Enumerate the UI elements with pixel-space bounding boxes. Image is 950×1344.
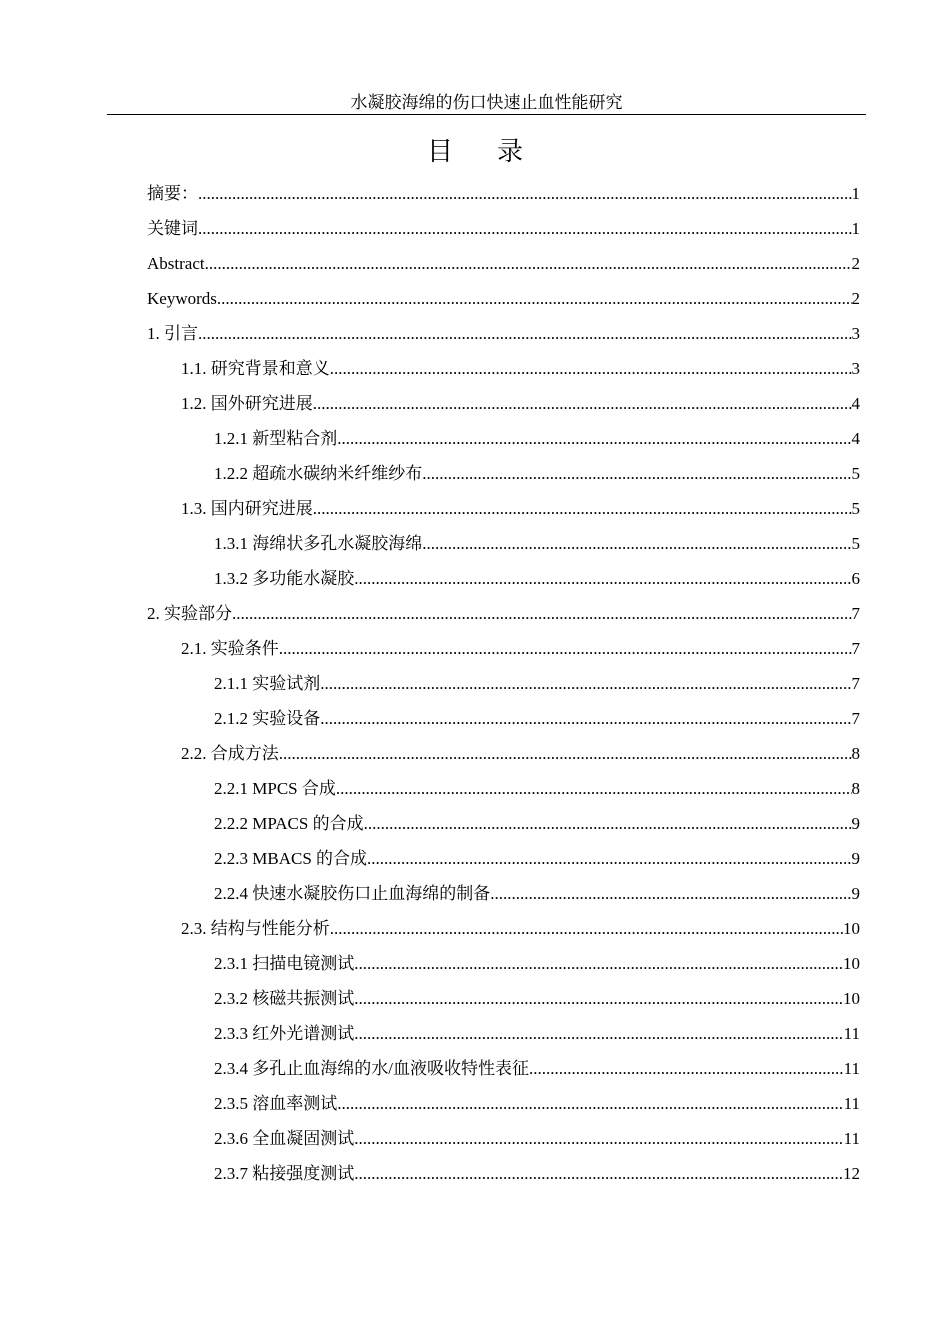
toc-entry-text: 1.3. 国内研究进展 xyxy=(181,499,313,518)
toc-entry-page: 7 xyxy=(851,604,860,623)
toc-entry[interactable] xyxy=(147,561,860,596)
dot-leader xyxy=(529,1051,844,1086)
toc-entry-text: 2.2.1 MPCS 合成 xyxy=(214,779,336,798)
toc-entry[interactable] xyxy=(147,666,860,701)
dot-leader xyxy=(232,596,852,631)
dot-leader xyxy=(422,526,851,561)
toc-entry-page: 11 xyxy=(843,1059,860,1078)
toc-entry-text: 2.1. 实验条件 xyxy=(181,639,279,658)
toc-entry-page: 11 xyxy=(843,1024,860,1043)
dot-leader xyxy=(217,281,852,316)
toc-entry[interactable] xyxy=(147,736,860,771)
toc-entry-page: 9 xyxy=(851,884,860,903)
toc-entry-page: 5 xyxy=(851,534,860,553)
toc-entry-page: 10 xyxy=(843,954,860,973)
toc-entry[interactable] xyxy=(147,491,860,526)
toc-entry-page: 11 xyxy=(843,1129,860,1148)
toc-entry[interactable] xyxy=(147,1051,860,1086)
toc-entry-page: 3 xyxy=(851,359,860,378)
toc-entry[interactable] xyxy=(147,1016,860,1051)
dot-leader xyxy=(320,701,851,736)
dot-leader xyxy=(198,176,852,211)
dot-leader xyxy=(354,1121,843,1156)
dot-leader xyxy=(364,806,852,841)
toc-entry-page: 7 xyxy=(851,639,860,658)
toc-entry-page: 12 xyxy=(843,1164,860,1183)
dot-leader xyxy=(337,421,851,456)
toc-entry-text: 2.3.2 核磁共振测试 xyxy=(214,989,355,1008)
toc-entry-text: 2.3. 结构与性能分析 xyxy=(181,919,330,938)
toc-entry-text: 2.1.2 实验设备 xyxy=(214,709,321,728)
dot-leader xyxy=(313,491,852,526)
dot-leader xyxy=(279,736,852,771)
toc-entry[interactable] xyxy=(147,981,860,1016)
dot-leader xyxy=(490,876,851,911)
toc-entry-text: Abstract xyxy=(147,254,205,273)
toc-entry-text: 2.3.6 全血凝固测试 xyxy=(214,1129,355,1148)
dot-leader xyxy=(198,316,852,351)
toc-entry-text: 2.2. 合成方法 xyxy=(181,744,279,763)
toc-entry[interactable] xyxy=(147,771,860,806)
toc-entry-text: 摘要： xyxy=(147,184,198,203)
dot-leader xyxy=(422,456,851,491)
dot-leader xyxy=(205,246,852,281)
toc-entry-page: 7 xyxy=(851,674,860,693)
toc-entry-page: 8 xyxy=(851,744,860,763)
dot-leader xyxy=(330,911,843,946)
toc-title: 目录 xyxy=(426,137,567,167)
toc-entry-text: 2.2.2 MPACS 的合成 xyxy=(214,814,364,833)
toc-entry-text: 2.3.4 多孔止血海绵的水/血液吸收特性表征 xyxy=(214,1059,529,1078)
toc-entry-page: 8 xyxy=(851,779,860,798)
toc-entry[interactable] xyxy=(147,911,860,946)
toc-entry[interactable] xyxy=(147,526,860,561)
toc-entry-text: 2.3.5 溶血率测试 xyxy=(214,1094,338,1113)
toc-entry-text: 2.2.4 快速水凝胶伤口止血海绵的制备 xyxy=(214,884,491,903)
toc-entry[interactable] xyxy=(147,596,860,631)
toc-entry-page: 7 xyxy=(851,709,860,728)
toc-entry-page: 6 xyxy=(851,569,860,588)
toc-entry-text: 2.1.1 实验试剂 xyxy=(214,674,321,693)
toc-entry-page: 10 xyxy=(843,919,860,938)
toc-entry-page: 11 xyxy=(843,1094,860,1113)
toc-entry-text: 2.3.7 粘接强度测试 xyxy=(214,1164,355,1183)
toc-entry[interactable] xyxy=(147,876,860,911)
toc-entry[interactable] xyxy=(147,386,860,421)
running-header-title: 水凝胶海绵的伤口快速止血性能研究 xyxy=(350,93,623,112)
toc-entry[interactable] xyxy=(147,806,860,841)
toc-entry-page: 9 xyxy=(851,849,860,868)
running-header xyxy=(107,92,866,115)
dot-leader xyxy=(330,351,852,386)
toc-entry[interactable] xyxy=(147,211,860,246)
toc-entry-text: 1.1. 研究背景和意义 xyxy=(181,359,330,378)
toc-entry-page: 3 xyxy=(851,324,860,343)
toc-entry-page: 4 xyxy=(851,394,860,413)
toc-entry[interactable] xyxy=(147,701,860,736)
toc-entry[interactable] xyxy=(147,946,860,981)
dot-leader xyxy=(354,946,843,981)
toc-entry-text: 1.2. 国外研究进展 xyxy=(181,394,313,413)
dot-leader xyxy=(320,666,851,701)
toc-entry-text: 2.3.1 扫描电镜测试 xyxy=(214,954,355,973)
toc-entry-text: 1.3.2 多功能水凝胶 xyxy=(214,569,355,588)
dot-leader xyxy=(354,1156,843,1191)
dot-leader xyxy=(279,631,852,666)
dot-leader xyxy=(313,386,852,421)
toc-entry[interactable] xyxy=(147,841,860,876)
toc-entry[interactable] xyxy=(147,246,860,281)
toc-entry[interactable] xyxy=(147,281,860,316)
dot-leader xyxy=(354,1016,843,1051)
toc-entry[interactable] xyxy=(147,1121,860,1156)
dot-leader xyxy=(337,1086,843,1121)
toc-entry-text: 2. 实验部分 xyxy=(147,604,232,623)
toc-entry[interactable] xyxy=(147,631,860,666)
toc-entry-page: 10 xyxy=(843,989,860,1008)
toc-entry[interactable] xyxy=(147,1156,860,1191)
toc-entry-text: 2.2.3 MBACS 的合成 xyxy=(214,849,368,868)
toc-entry-text: 1.3.1 海绵状多孔水凝胶海绵 xyxy=(214,534,423,553)
toc-entry-text: 1. 引言 xyxy=(147,324,198,343)
toc-entry-text: 关键词 xyxy=(147,219,198,238)
toc-entry[interactable] xyxy=(147,351,860,386)
toc-entry-text: Keywords xyxy=(147,289,217,308)
toc-entry-text: 1.2.1 新型粘合剂 xyxy=(214,429,338,448)
toc-entry[interactable] xyxy=(147,456,860,491)
toc-entry-page: 2 xyxy=(851,254,860,273)
toc-entry[interactable] xyxy=(147,1086,860,1121)
toc-entry-page: 5 xyxy=(851,464,860,483)
toc-entry-page: 4 xyxy=(851,429,860,448)
toc-entry-text: 2.3.3 红外光谱测试 xyxy=(214,1024,355,1043)
dot-leader xyxy=(354,981,843,1016)
toc-entry-page: 5 xyxy=(851,499,860,518)
dot-leader xyxy=(198,211,852,246)
table-of-contents xyxy=(147,176,860,1191)
toc-entry-page: 1 xyxy=(851,219,860,238)
toc-entry-text: 1.2.2 超疏水碳纳米纤维纱布 xyxy=(214,464,423,483)
toc-entry-page: 1 xyxy=(851,184,860,203)
dot-leader xyxy=(336,771,852,806)
toc-entry-page: 2 xyxy=(851,289,860,308)
dot-leader xyxy=(354,561,851,596)
toc-entry[interactable] xyxy=(147,421,860,456)
dot-leader xyxy=(367,841,851,876)
toc-entry-page: 9 xyxy=(851,814,860,833)
toc-entry[interactable] xyxy=(147,176,860,211)
toc-entry[interactable] xyxy=(147,316,860,351)
